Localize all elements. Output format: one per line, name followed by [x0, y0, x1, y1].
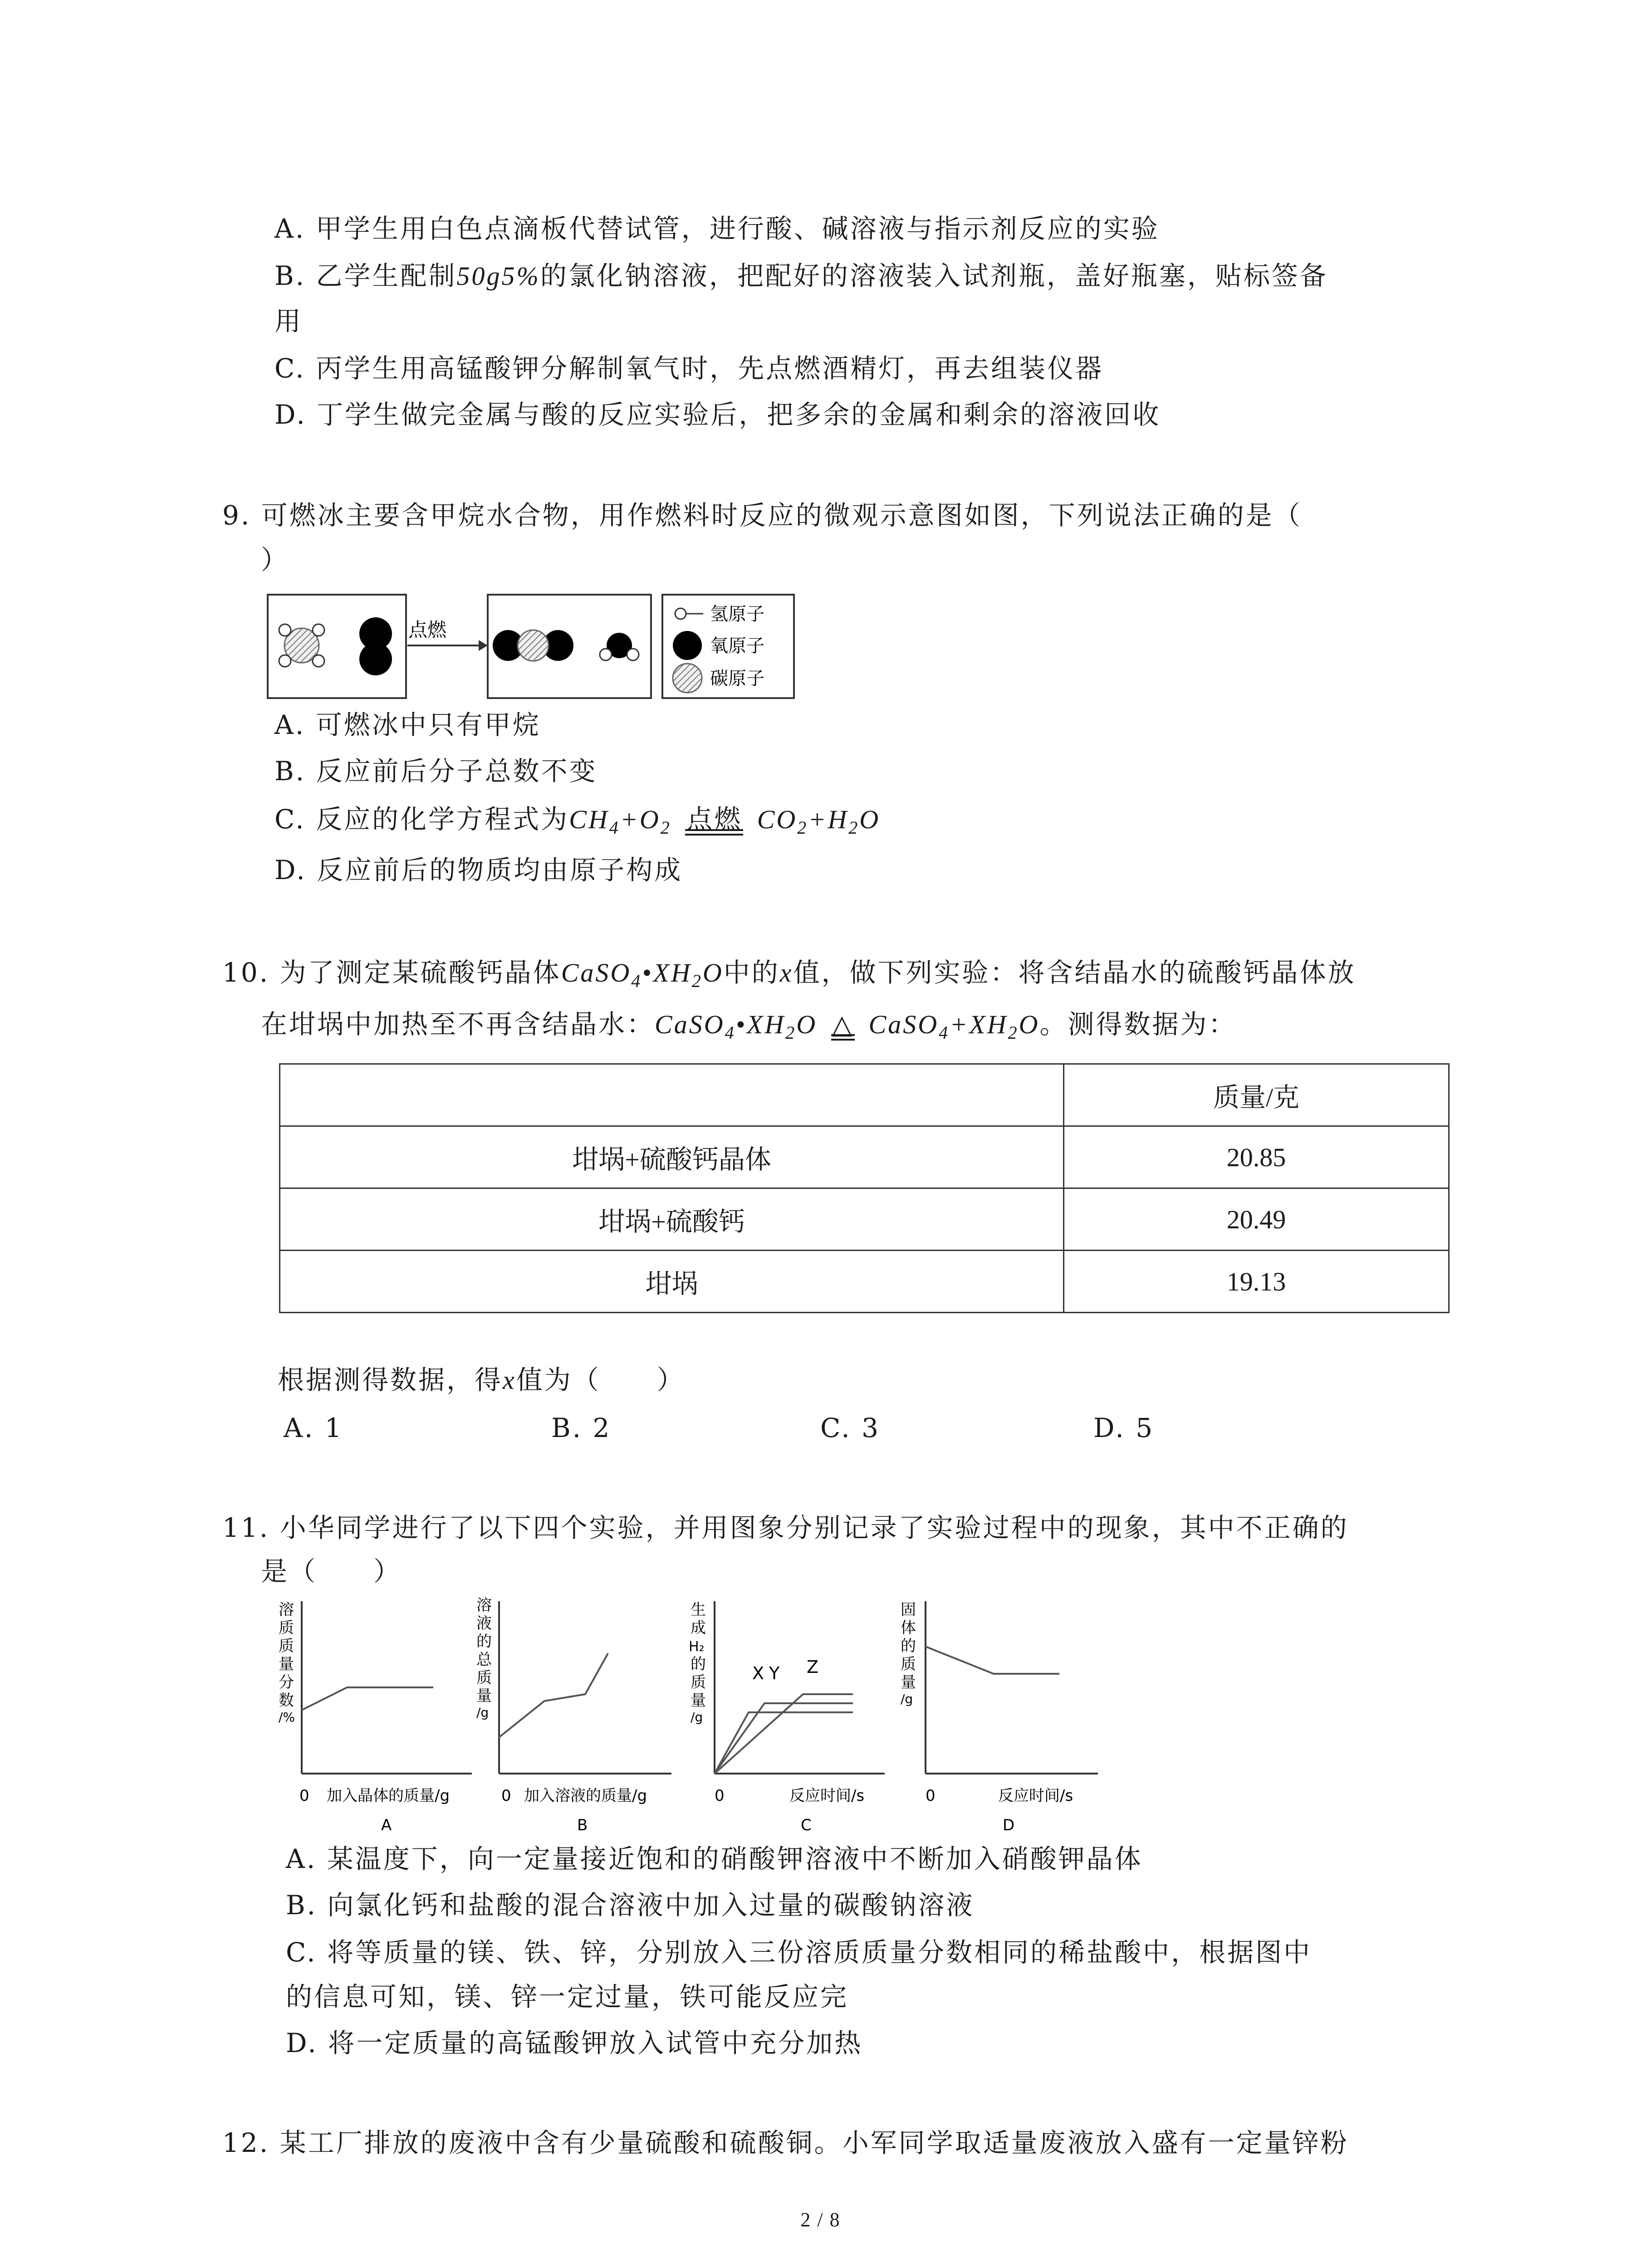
svg-text:B: B	[577, 1816, 588, 1834]
svg-text:质: 质	[691, 1673, 706, 1691]
svg-text:量: 量	[279, 1655, 294, 1673]
q11-option-c: C. 将等质量的镁、铁、锌，分别放入三份溶质质量分数相同的稀盐酸中，根据图中	[286, 1937, 1312, 1968]
table-cell: 19.13	[1064, 1251, 1449, 1313]
svg-text:溶: 溶	[476, 1596, 492, 1614]
graph-a	[279, 1601, 472, 1834]
legend-hydrogen	[675, 604, 764, 625]
table-row	[280, 1126, 1449, 1188]
table-header-cell	[280, 1064, 1064, 1126]
svg-text:C: C	[801, 1816, 812, 1834]
svg-text:质: 质	[476, 1669, 492, 1687]
svg-text:溶: 溶	[279, 1601, 294, 1619]
q11-option-c-cont: 的信息可知，镁、锌一定过量，铁可能反应完	[286, 1981, 849, 2012]
reaction-arrow	[407, 640, 488, 651]
svg-text:加入溶液的质量/g: 加入溶液的质量/g	[524, 1787, 647, 1805]
q9-reaction-diagram	[268, 592, 794, 701]
table-cell: 20.49	[1064, 1188, 1449, 1251]
table-header-row	[280, 1064, 1449, 1126]
svg-text:X: X	[752, 1663, 764, 1683]
q10-option-c: C. 3	[820, 1413, 881, 1443]
svg-text:/g: /g	[901, 1691, 913, 1706]
svg-text:反应时间/s: 反应时间/s	[789, 1787, 865, 1805]
co2-molecule	[493, 630, 573, 661]
svg-text:/g: /g	[476, 1705, 489, 1720]
reaction-condition: 点燃	[686, 804, 743, 835]
q9-stem-cont: ）	[261, 544, 289, 575]
graph-c	[689, 1601, 885, 1834]
svg-text:的: 的	[691, 1655, 706, 1673]
svg-text:氢原子: 氢原子	[710, 604, 764, 625]
q11-stem: 11. 小华同学进行了以下四个实验，并用图象分别记录了实验过程中的现象，其中不正确的	[222, 1512, 1349, 1543]
q8-option-c: C. 丙学生用高锰酸钾分解制氧气时，先点燃酒精灯，再去组装仪器	[274, 353, 1104, 384]
svg-text:/%: /%	[279, 1710, 295, 1725]
svg-text:总: 总	[476, 1651, 492, 1669]
q9-option-a: A. 可燃冰中只有甲烷	[274, 709, 541, 740]
svg-text:0: 0	[715, 1787, 725, 1805]
svg-text:Z: Z	[807, 1657, 819, 1677]
svg-text:体: 体	[901, 1619, 916, 1637]
svg-text:量: 量	[691, 1691, 706, 1710]
svg-text:液: 液	[476, 1614, 492, 1633]
svg-text:质: 质	[279, 1619, 294, 1637]
legend-carbon	[673, 664, 764, 693]
q9-option-c: C. 反应的化学方程式为$CH_4+O_2$ 点燃 $CO_2+H_2O$	[274, 802, 880, 845]
svg-text:固: 固	[901, 1601, 916, 1619]
arrow-condition-label: 点燃	[408, 619, 447, 641]
svg-text:0: 0	[299, 1787, 309, 1805]
q8-option-b-cont: 用	[274, 306, 303, 337]
svg-text:D: D	[1003, 1816, 1015, 1834]
q10-ask: 根据测得数据，得x值为（ ）	[278, 1364, 685, 1395]
q9-option-b: B. 反应前后分子总数不变	[274, 756, 598, 787]
q11-option-b: B. 向氯化钙和盐酸的混合溶液中加入过量的碳酸钠溶液	[286, 1890, 975, 1921]
svg-text:A: A	[381, 1816, 392, 1834]
table-row	[280, 1251, 1449, 1313]
q8-option-a: A. 甲学生用白色点滴板代替试管，进行酸、碱溶液与指示剂反应的实验	[274, 213, 1160, 244]
svg-text:碳原子: 碳原子	[710, 668, 764, 689]
svg-text:质: 质	[279, 1637, 294, 1655]
legend-oxygen	[673, 631, 764, 660]
svg-text:生: 生	[691, 1601, 706, 1619]
q9-option-d: D. 反应前后的物质均由原子构成	[274, 855, 683, 885]
svg-text:分: 分	[279, 1673, 294, 1691]
q11-graphs	[272, 1592, 1180, 1842]
svg-text:成: 成	[691, 1619, 706, 1637]
svg-text:反应时间/s: 反应时间/s	[998, 1787, 1073, 1805]
oxygen-molecule	[359, 617, 392, 675]
q8-option-b: B. 乙学生配制50g5%的氯化钠溶液，把配好的溶液装入试剂瓶，盖好瓶塞，贴标签备	[274, 260, 1328, 291]
svg-text:的: 的	[476, 1633, 492, 1651]
svg-text:的: 的	[901, 1637, 916, 1655]
q10-data-table	[279, 1063, 1450, 1313]
svg-text:0: 0	[926, 1787, 936, 1805]
q11-option-a: A. 某温度下，向一定量接近饱和的硝酸钾溶液中不断加入硝酸钾晶体	[286, 1843, 1143, 1874]
svg-text:H₂: H₂	[689, 1639, 705, 1655]
table-header-cell: 质量/克	[1064, 1064, 1449, 1126]
svg-text:质: 质	[901, 1655, 916, 1673]
svg-text:氧原子: 氧原子	[710, 635, 764, 656]
svg-text:0: 0	[501, 1787, 511, 1805]
q8-option-d: D. 丁学生做完金属与酸的反应实验后，把多余的金属和剩余的溶液回收	[274, 399, 1161, 430]
table-cell: 20.85	[1064, 1126, 1449, 1188]
table-cell: 坩埚+硫酸钙	[280, 1188, 1064, 1251]
q10-option-a: A. 1	[284, 1413, 343, 1443]
graph-b	[476, 1596, 671, 1834]
heating-condition: △	[832, 1009, 854, 1040]
table-cell: 坩埚+硫酸钙晶体	[280, 1126, 1064, 1188]
page-number: 2 / 8	[800, 2209, 841, 2231]
graph-d	[901, 1601, 1098, 1834]
svg-text:量: 量	[901, 1673, 916, 1691]
table-row	[280, 1188, 1449, 1251]
svg-text:量: 量	[476, 1687, 492, 1705]
q11-option-d: D. 将一定质量的高锰酸钾放入试管中充分加热	[286, 2028, 863, 2058]
svg-text:/g: /g	[691, 1710, 703, 1725]
q9-stem: 9. 可燃冰主要含甲烷水合物，用作燃料时反应的微观示意图如图，下列说法正确的是（	[222, 500, 1302, 531]
q10-option-d: D. 5	[1093, 1413, 1155, 1443]
table-cell: 坩埚	[280, 1251, 1064, 1313]
q11-stem-cont: 是（ ）	[261, 1556, 402, 1587]
svg-text:Y: Y	[769, 1663, 780, 1683]
q10-stem: 10. 为了测定某硫酸钙晶体$CaSO_4•XH_2O$中的x值，做下列实验：将含结晶水的硫酸钙晶体放	[222, 957, 1356, 991]
water-molecule	[600, 633, 639, 660]
svg-text:数: 数	[279, 1691, 294, 1710]
svg-text:加入晶体的质量/g: 加入晶体的质量/g	[327, 1787, 450, 1805]
methane-molecule	[279, 624, 324, 667]
q10-stem-cont: 在坩埚中加热至不再含结晶水：$CaSO_4•XH_2O$ △ $CaSO_4+XH_2O$。测得数据为：	[261, 1007, 1237, 1050]
q12-stem: 12. 某工厂排放的废液中含有少量硫酸和硫酸铜。小军同学取适量废液放入盛有一定量锌粉	[222, 2127, 1349, 2158]
q10-option-b: B. 2	[551, 1413, 612, 1443]
